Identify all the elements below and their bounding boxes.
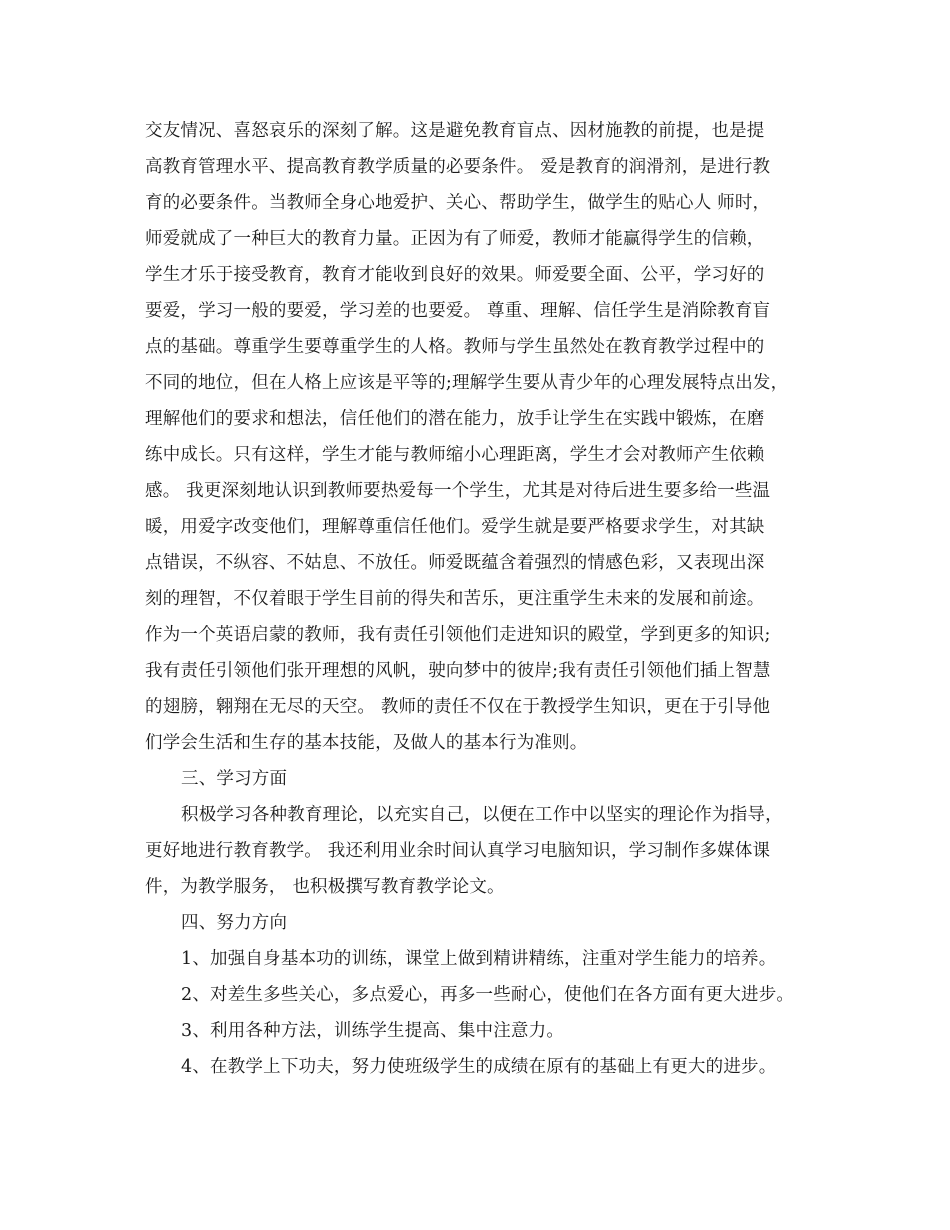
body-line: 不同的地位，但在人格上应该是平等的;理解学生要从青少年的心理发展特点出发， (145, 373, 789, 393)
body-line: 们学会生活和生存的基本技能，及做人的基本行为准则。 (145, 733, 588, 753)
body-line: 高教育管理水平、提高教育教学质量的必要条件。 爱是教育的润滑剂，是进行教 (145, 157, 771, 177)
body-line: 练中成长。只有这样，学生才能与教师缩小心理距离，学生才会对教师产生依赖 (145, 445, 765, 465)
body-line: 点的基础。尊重学生要尊重学生的人格。教师与学生虽然处在教育教学过程中的 (145, 337, 765, 357)
body-line: 交友情况、喜怒哀乐的深刻了解。这是避免教育盲点、因材施教的前提，也是提 (145, 121, 765, 141)
body-line: 刻的理智，不仅着眼于学生目前的得失和苦乐，更注重学生未来的发展和前途。 (145, 589, 765, 609)
section-heading: 三、学习方面 (181, 769, 288, 789)
list-item: 3、利用各种方法，训练学生提高、集中注意力。 (181, 1021, 565, 1041)
list-item: 2、对差生多些关心，多点爱心，再多一些耐心，使他们在各方面有更大进步。 (181, 985, 795, 1005)
body-line: 师爱就成了一种巨大的教育力量。正因为有了师爱，教师才能赢得学生的信赖， (145, 229, 765, 249)
body-line: 更好地进行教育教学。 我还利用业余时间认真学习电脑知识，学习制作多媒体课 (145, 841, 771, 861)
body-line: 理解他们的要求和想法，信任他们的潜在能力，放手让学生在实践中锻炼，在磨 (145, 409, 765, 429)
section-heading: 四、努力方向 (181, 913, 288, 933)
body-line: 暖，用爱字改变他们，理解尊重信任他们。爱学生就是要严格要求学生，对其缺 (145, 517, 765, 537)
body-line: 要爱，学习一般的要爱，学习差的也要爱。 尊重、理解、信任学生是消除教育盲 (145, 301, 771, 321)
body-line: 点错误，不纵容、不姑息、不放任。师爱既蕴含着强烈的情感色彩，又表现出深 (145, 553, 765, 573)
body-line: 我有责任引领他们张开理想的风帆，驶向梦中的彼岸;我有责任引领他们插上智慧 (145, 661, 771, 681)
body-line: 的翅膀，翱翔在无尽的天空。 教师的责任不仅在于教授学生知识，更在于引导他 (145, 697, 771, 717)
body-line: 件，为教学服务， 也积极撰写教育教学论文。 (145, 877, 505, 897)
body-line: 作为一个英语启蒙的教师，我有责任引领他们走进知识的殿堂，学到更多的知识; (145, 625, 771, 645)
list-item: 4、在教学上下功夫，努力使班级学生的成绩在原有的基础上有更大的进步。 (181, 1057, 777, 1077)
list-item: 1、加强自身基本功的训练，课堂上做到精讲精练，注重对学生能力的培养。 (181, 949, 777, 969)
body-line: 学生才乐于接受教育，教育才能收到良好的效果。师爱要全面、公平，学习好的 (145, 265, 765, 285)
body-line: 积极学习各种教育理论，以充实自己，以便在工作中以坚实的理论作为指导， (181, 805, 783, 825)
body-line: 育的必要条件。当教师全身心地爱护、关心、帮助学生，做学生的贴心人 师时， (145, 193, 771, 213)
body-line: 感。 我更深刻地认识到教师要热爱每一个学生，尤其是对待后进生要多给一些温 (145, 481, 771, 501)
